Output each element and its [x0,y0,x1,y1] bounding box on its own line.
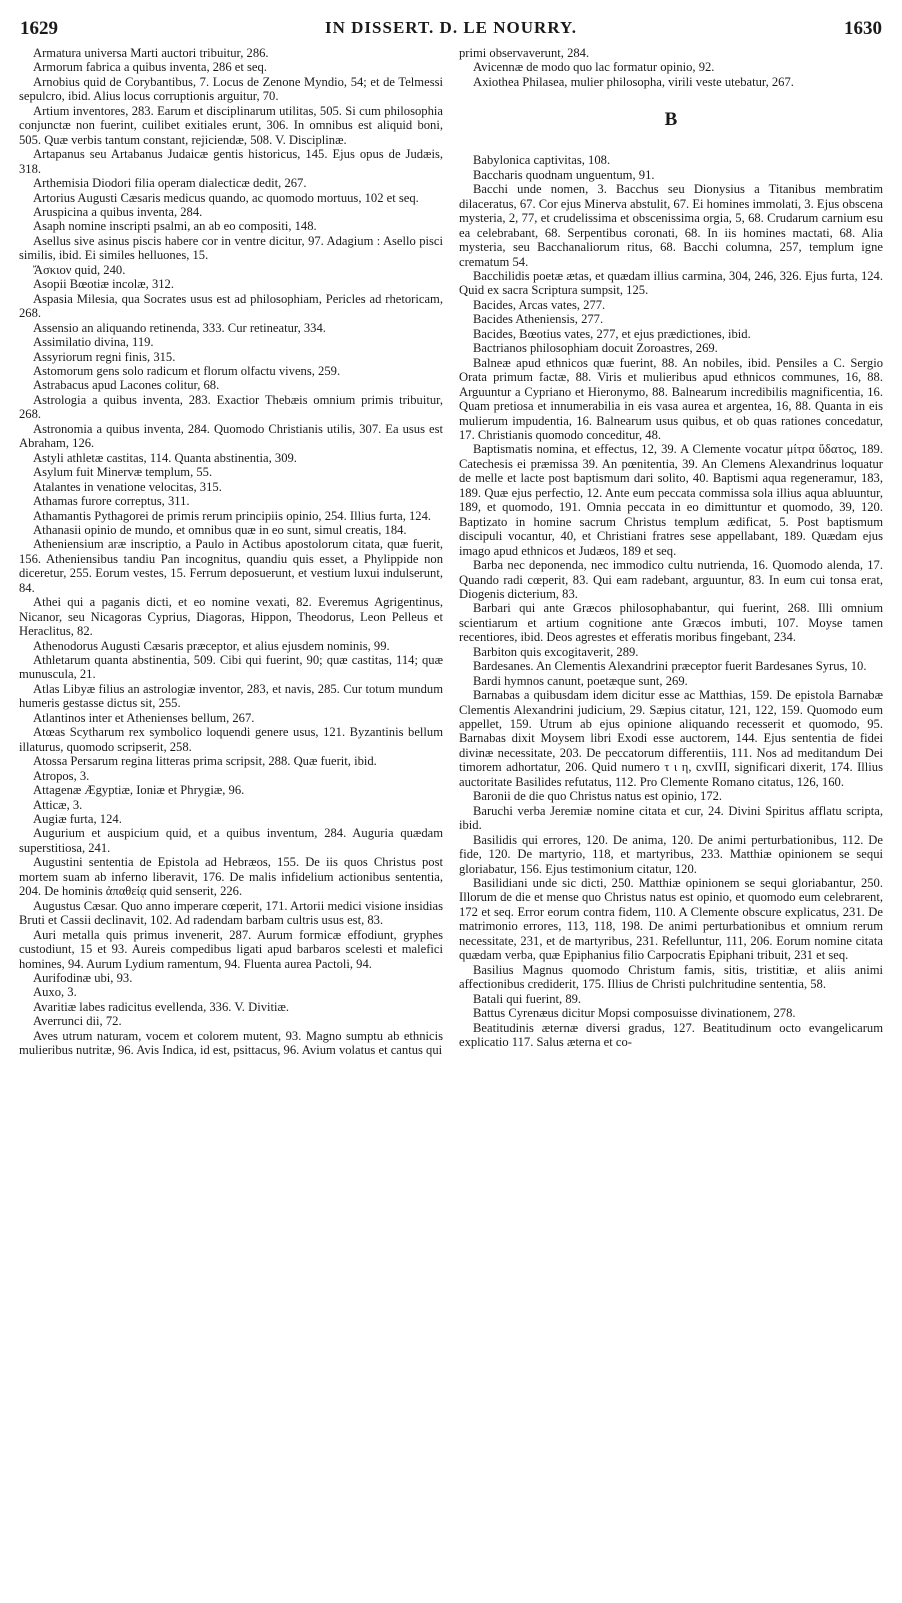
page-header [18,18,884,44]
index-entry: Aruspicina a quibus inventa, 284. [33,204,203,219]
index-entry: Athletarum quanta abstinentia, 509. Cibi qui fuerint, 90; quæ castitas, 114; quæ munuscula, 21. [19,653,443,682]
index-entry: Assensio an aliquando retinenda, 333. Cur retineatur, 334. [33,320,326,335]
index-entry: Bardi hymnos canunt, poetæque sunt, 269. [473,673,688,688]
index-entry: Augustini sententia de Epistola ad Hebræos, 155. De iis quos Christus post mortem suam ab inferno liberavit, 176. De malis infidelium actionibus sententia, 204. De hominis ἀπαθείᾳ quid senserit, 226. [19,855,443,899]
index-entry: Avicennæ de modo quo lac formatur opinio, 92. [473,60,715,75]
index-entry: Aurifodinæ ubi, 93. [33,971,133,985]
index-entry: Assyriorum regni finis, 315. [33,349,176,364]
index-entry: Artium inventores, 283. Earum et disciplinarum utilitas, 505. Si cum philosophia conjunctæ non fuerint, cuilibet exitiales erunt, 306. In omnibus est aliquid boni, 505. Quæ verbis tantum constant, rejiciendæ, 508. V. Disciplinæ. [19,103,443,147]
index-entry: Atalantes in venatione velocitas, 315. [33,479,222,494]
index-entry: Astrologia a quibus inventa, 283. Exactior Thebæis omnium primis tribuitur, 268. [19,392,443,422]
right-column [459,46,883,1049]
index-entry: Asopii Bœotiæ incolæ, 312. [33,277,174,292]
index-entry: Armatura universa Marti auctori tribuitur, 286. [33,46,269,60]
index-entry: Basilius Magnus quomodo Christum famis, sitis, tristitiæ, et aliis animi affectionibus crediderit, 175. Illius de Christi pulchritudine sententia, 58. [459,962,883,992]
index-entry: Artapanus seu Artabanus Judaicæ gentis historicus, 145. Ejus opus de Judæis, 318. [19,147,443,176]
index-entry: Arnobius quid de Corybantibus, 7. Locus de Zenone Myndio, 54; et de Telmessi sepulcro, ibid. Alius locus corruptionis arguitur, 70. [19,74,443,104]
index-entry: Basilidis qui errores, 120. De anima, 120. De animi perturbationibus, 112. De fide, 120. De martyrio, 118, et martyribus, 233. Matthiæ opinionem se sequi gloriabatur, 156. Ejus testimonium citatur, 120. [459,832,883,876]
index-entry: Avaritiæ labes radicitus evellenda, 336. V. Divitiæ. [33,999,290,1014]
index-entry: Atticæ, 3. [33,797,83,812]
index-entry: Atossa Persarum regina litteras prima scripsit, 288. Quæ fuerit, ibid. [33,754,377,769]
index-entry: Astomorum gens solo radicum et florum olfactu vivens, 259. [33,363,341,378]
index-entry: Augustus Cæsar. Quo anno imperare cœperit, 171. Artorii medici visione insidias Bruti et Cassii declinavit, 102. Ad radendam barbam cultris usus est, 83. [19,898,443,928]
index-entry: Asylum fuit Minervæ templum, 55. [33,465,213,480]
index-entry: Athanasii opinio de mundo, et omnibus quæ in eo sunt, simul creatis, 184. [33,522,407,537]
index-entry: Axiothea Philasea, mulier philosopha, virili veste utebatur, 267. [473,74,794,89]
index-entry: Auxo, 3. [33,985,77,1000]
index-entry: Baruchi verba Jeremiæ nomine citata et cur, 24. Divini Spiritus afflatu scripta, ibid. [459,803,883,833]
section-letter: B [664,109,678,131]
index-entry: Artorius Augusti Cæsaris medicus quando, ac quomodo mortuus, 102 et seq. [33,190,419,205]
index-entry: Bacides, Bœotius vates, 277, et ejus prædictiones, ibid. [473,326,751,341]
index-entry: Atlas Libyæ filius an astrologiæ inventor, 283, et navis, 285. Cur totum mundum humeris gestasse dictus sit, 255. [19,681,443,711]
index-entry: Battus Cyrenæus dicitur Mopsi composuisse divinationem, 278. [473,1006,796,1021]
index-entry: Atœas Scytharum rex symbolico loquendi genere usus, 121. Byzantinis bellum illaturus, quomodo scripserit, 258. [19,725,443,754]
index-entry: Astronomia a quibus inventa, 284. Quomodo Christianis utilis, 307. Ea usus est Abraham, 126. [19,421,443,451]
index-entry: Attagenæ Ægyptiæ, Ioniæ et Phrygiæ, 96. [33,783,245,798]
page-number-left: 1629 [20,18,58,39]
index-entry: Augurium et auspicium quid, et a quibus inventum, 284. Auguria quædam superstitiosa, 241. [19,826,443,855]
index-entry: Averrunci dii, 72. [33,1014,122,1029]
index-entry: Ἄσκιον quid, 240. [33,262,126,277]
index-entry: Babylonica captivitas, 108. [473,153,611,168]
index-entry: Armorum fabrica a quibus inventa, 286 et seq. [33,60,267,75]
index-entry: Barbari qui ante Græcos philosophabantur, qui fuerint, 268. Illi omnium scientiarum et artium cognitione ante Græcos imbuti, 107. Moyse tamen recentiores, ibid. Deos agrestes et efferatis moribus fingebant, 234. [459,601,883,645]
index-entry: Atropos, 3. [33,768,90,783]
index-entry: Baronii de die quo Christus natus est opinio, 172. [473,789,723,804]
index-entry: Asellus sive asinus piscis habere cor in ventre dicitur, 97. Adagium : Asello pisci similis, ibid. Ei similes helluones, 15. [19,233,443,263]
index-entry: Athei qui a paganis dicti, et eo nomine vexati, 82. Everemus Agrigentinus, Nicanor, seu Nicagoras Cyprius, Diagoras, Hippon, Theodorus, Leon Pelleus et Heraclitus, 82. [19,595,443,639]
index-entry: Athenodorus Augusti Cæsaris præceptor, et alius ejusdem nominis, 99. [33,638,390,653]
running-title: IN DISSERT. D. LE NOURRY. [325,18,577,37]
index-entry: Athamas furore correptus, 311. [33,494,190,509]
index-entry: Baccharis quodnam unguentum, 91. [473,167,655,182]
index-entry: Bacides, Arcas vates, 277. [473,297,606,312]
index-entry: Astrabacus apud Lacones colitur, 68. [33,378,220,393]
index-entry: Atlantinos inter et Athenienses bellum, 267. [33,710,255,725]
index-entry: Beatitudinis æternæ diversi gradus, 127. Beatitudinum octo evangelicarum explicatio 117. Salus æterna et co- [459,1020,883,1049]
index-entry: Bardesanes. An Clementis Alexandrini præceptor fuerit Bardesanes Syrus, 10. [473,659,867,674]
index-entry: Barba nec deponenda, nec immodico cultu nutrienda, 16. Quomodo alenda, 17. Quando radi cœperit, 83. Qui eam radebant, arguuntur, 83. In eum cui tonsa erat, Diogenis dicterium, 83. [459,558,883,601]
index-entry: Augiæ furta, 124. [33,812,122,827]
continued-entry: primi observaverunt, 284. [459,46,590,60]
index-entry: Athamantis Pythagorei de primis rerum principiis opinio, 254. Illius furta, 124. [33,508,432,523]
index-entry: Arthemisia Diodori filia operam dialecticæ dedit, 267. [33,176,307,191]
index-entry: Auri metalla quis primus invenerit, 287. Aurum formicæ effodiunt, gryphes custodiunt, 15 et 93. Aureis compedibus ligati apud barbaros scelesti et malefici homines, 94. Aurum Lydium ramentum, 94. Fluenta aurea Pactoli, 94. [19,927,443,971]
index-entry: Atheniensium aræ inscriptio, a Paulo in Actibus apostolorum citata, quæ fuerit, 156. Atheniensibus tandiu Pan incognitus, quandiu quis esset, a Phylippide non diceretur, 255. Eorum vestes, 15. Ferrum deposuerunt, et vestium luxui indulserunt, 84. [19,537,443,595]
index-entry: Batali qui fuerint, 89. [473,991,582,1006]
index-entry: Assimilatio divina, 119. [33,335,154,350]
index-entry: Baptismatis nomina, et effectus, 12, 39. A Clemente vocatur μίτρα ὕδατος, 189. Catechesis ei præmissa 39. An pœnitentia, 39. An Clemens Alexandrinus loquatur de melle et lacte post baptismum dari solito, 40. Baptismi aqua regeneramur, 183, 189. Quæ ejus perfectio, 12. Ante eum peccata commissa sola illius aqua abluuntur, 189, et quomodo, 191. Omnia peccata in eo dimittuntur et quomodo, 39, 120. Baptizato in homine sacrum Christus templum ædificat, 5. Post baptismum discipuli vocantur, 40, et Christiani fratres sese appellabant, 189. Quædam ejus imago apud ethnicos et Judæos, 189 et seq. [459,442,883,558]
index-entry: Aspasia Milesia, qua Socrates usus est ad philosophiam, Pericles ad rhetoricam, 268. [19,291,443,321]
index-entry: Bactrianos philosophiam docuit Zoroastres, 269. [473,341,718,356]
index-entry: Basilidiani unde sic dicti, 250. Matthiæ opinionem se sequi gloriabantur, 250. Illorum de die et mense quo Christus natus est opinio, et quomodo eum celebrarent, 172 et seq. Error eorum contra fidem, 110. A Clemente obscure explicatus, 231. De matrimonio errores, 113, 118, 198. De animi perturbationibus et omnium rerum necessitate, 231, et de martyribus, 231. Refelluntur, 111, 206. Eorum nomine citata quædam verba, quæ Epiphanius filio Carpocratis Epiphani tribuit, 231 et seq. [459,876,883,963]
index-entry: Bacides Atheniensis, 277. [473,312,604,327]
index-entry: Barbiton quis excogitaverit, 289. [473,644,639,659]
index-entry: Balneæ apud ethnicos quæ fuerint, 88. An nobiles, ibid. Pensiles a C. Sergio Orata primum factæ, 88. Viris et mulieribus apud ethnicos communes, 16, 88. Arguuntur a Cypriano et Hieronymo, 88. Balnearum incredibilis magnificentia, 16. Quam pretiosa et innumerabilia in eis vasa aurea et argentea, 16, 88. Quanta in eis mulierum impudentia, 16. Balnearum usus quibus, et ob quas rationes concedatur, 17. Christianis quomodo conceditur, 48. [459,355,883,442]
index-entry: Astyli athletæ castitas, 114. Quanta abstinentia, 309. [33,450,297,465]
index-entry: Barnabas a quibusdam idem dicitur esse ac Matthias, 159. De epistola Barnabæ Clementis Alexandrini judicium, 29. Sæpius citatur, 121, 122, 159. Quomodo eum appellet, 159. Utrum ab ejus opinione aliquando recesserit et quomodo, 95. Barnabas dixit Moysem libri Exodi esse auctorem, 144. Ejus sententia de fidei divinæ necessitate, 203. De peccatorum differentiis, 111. Nos ad meditandum Dei timorem adhortatur, 206. Quid numero τ ι η, cxvIII, significari dixerit, 174. Illius auctoritate Basilides refutatus, 112. Pro Clemente Romano citatus, 126, 160. [459,688,883,789]
page-number-right: 1630 [844,18,882,39]
index-entry: Bacchi unde nomen, 3. Bacchus seu Dionysius a Titanibus membratim dilaceratus, 67. Cor ejus Minerva abstulit, 67. Ei homines immolati, 3. Ejus obscena mysteria, 2, 77, et crudelissima et obscenissima orgia, 5, 68. Crudarum carnium esu ea celebrabant, 68. Serpentibus coronati, 68. In iis homines mactati, 68. Alia mysteria, seu Bacchanaliorum ritus, 68. Bacchi columna, 257, templum igne crematum 54. [459,182,883,269]
index-entry: Asaph nomine inscripti psalmi, an ab eo compositi, 148. [33,219,317,234]
left-column [19,46,443,1058]
index-entry: Aves utrum naturam, vocem et colorem mutent, 93. Magno sumptu ab ethnicis mulieribus nutritæ, 96. Avis Indica, id est, psittacus, 96. Avium volatus et cantus qui [19,1028,443,1058]
index-entry: Bacchilidis poetæ ætas, et quædam illius carmina, 304, 246, 326. Ejus furta, 124. Quid ex sacra Scriptura sumpsit, 125. [459,268,883,298]
